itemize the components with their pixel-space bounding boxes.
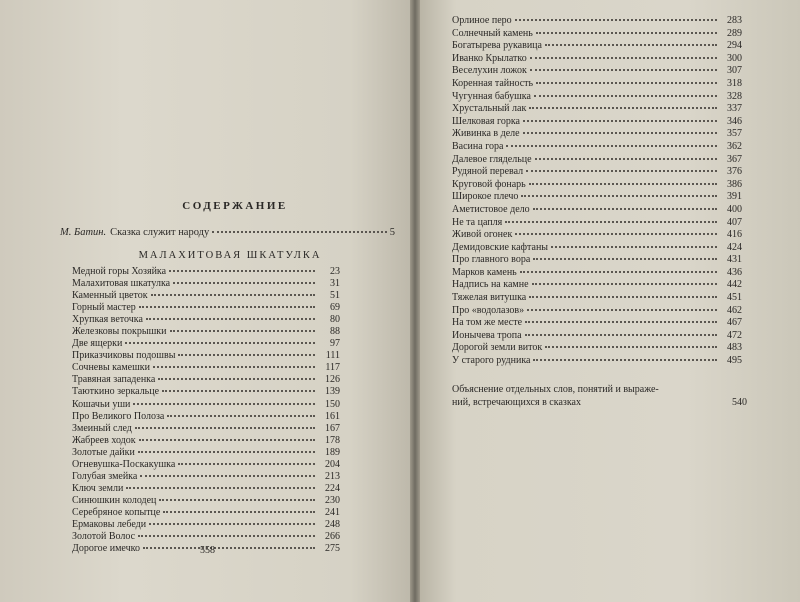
toc-entry-title: Голубая змейка	[72, 470, 138, 482]
toc-entry	[452, 15, 742, 28]
toc-entry	[452, 103, 742, 116]
dot-leader	[521, 194, 717, 197]
toc-entry-title: Золотой Волос	[72, 531, 136, 543]
toc-entry	[452, 116, 742, 129]
toc-entry-title: Марков камень	[452, 266, 517, 278]
contents-heading: СОДЕРЖАНИЕ	[182, 200, 288, 212]
toc-entry	[452, 279, 742, 292]
toc-entry-title: У старого рудника	[452, 355, 531, 367]
toc-entry-title: Широкое плечо	[452, 191, 519, 203]
toc-entry-page: 111	[325, 350, 340, 362]
dot-leader	[153, 365, 315, 368]
toc-entry-page: 424	[727, 241, 742, 253]
toc-entry-page: 318	[727, 77, 742, 89]
dot-leader	[533, 257, 717, 260]
toc-entry-page: 178	[325, 434, 340, 446]
dot-leader	[126, 486, 315, 489]
dot-leader	[138, 534, 315, 537]
toc-entry-title: Про Великого Полоза	[72, 410, 165, 422]
toc-entry-title: Живинка в деле	[452, 128, 520, 140]
toc-entry	[452, 179, 742, 192]
toc-entry-page: 31	[330, 278, 340, 290]
toc-entry	[452, 254, 742, 267]
toc-entry	[452, 28, 742, 41]
toc-entry-title: Коренная тайность	[452, 77, 534, 89]
dot-leader	[529, 295, 717, 298]
dot-leader	[173, 281, 315, 284]
toc-entry	[452, 128, 742, 141]
toc-entry-page: 386	[727, 178, 742, 190]
toc-entry	[72, 338, 340, 350]
toc-entry	[72, 266, 340, 278]
toc-entry-page: 224	[325, 482, 340, 494]
toc-entry	[452, 53, 742, 66]
toc-entry	[72, 386, 340, 398]
toc-entry-page: 189	[325, 446, 340, 458]
toc-entry-title: Надпись на камне	[452, 279, 529, 291]
glossary-title	[452, 383, 728, 409]
toc-entry	[452, 242, 742, 255]
dot-leader	[506, 144, 717, 147]
toc-entry-page: 204	[325, 458, 340, 470]
toc-entry	[452, 342, 742, 355]
toc-entry-title: Две ящерки	[72, 338, 123, 350]
toc-entry	[72, 326, 340, 338]
toc-entry	[72, 519, 340, 531]
toc-entry	[72, 435, 340, 447]
dot-leader	[530, 68, 717, 71]
toc-entry-page: 241	[325, 506, 340, 518]
intro-author: М. Батин.	[60, 227, 107, 238]
toc-entry	[452, 65, 742, 78]
toc-entry-title: Васина гора	[452, 140, 504, 152]
dot-leader	[178, 353, 315, 356]
dot-leader	[525, 333, 717, 336]
dot-leader	[523, 119, 717, 122]
dot-leader	[167, 414, 315, 417]
toc-entry	[72, 314, 340, 326]
toc-entry-title: Веселухин ложок	[452, 65, 527, 77]
toc-entry-page: 391	[727, 191, 742, 203]
toc-entry	[72, 483, 340, 495]
toc-entry-title: Серебряное копытце	[72, 506, 161, 518]
toc-entry-title: Синюшкин колодец	[72, 494, 157, 506]
toc-entry-page: 51	[330, 290, 340, 302]
toc-entry-title: Сочневы камешки	[72, 362, 150, 374]
toc-entry-title: Солнечный камень	[452, 27, 533, 39]
toc-entry-page: 436	[727, 266, 742, 278]
dot-leader	[529, 106, 717, 109]
toc-entry	[72, 447, 340, 459]
dot-leader	[135, 426, 315, 429]
dot-leader	[163, 510, 315, 513]
toc-entry-page: 283	[727, 15, 742, 26]
toc-entry-title: Дорогое имечко	[72, 543, 140, 555]
toc-entry-page: 266	[325, 531, 340, 543]
dot-leader	[140, 474, 315, 477]
toc-entry-page: 462	[727, 304, 742, 316]
toc-entry-page: 80	[330, 314, 340, 326]
toc-entry-page: 337	[727, 103, 742, 115]
toc-entry	[452, 91, 742, 104]
toc-entry-title: Про «водолазов»	[452, 304, 525, 316]
toc-entry-page: 289	[727, 27, 742, 39]
toc-entry	[72, 411, 340, 423]
toc-entry	[452, 191, 742, 204]
toc-list-left	[72, 266, 340, 555]
glossary-line-2: ний, встречающихся в сказках	[452, 397, 581, 408]
dot-leader	[159, 498, 315, 501]
toc-entry-title: Не та цапля	[452, 216, 503, 228]
toc-entry-title: Богатырева рукавица	[452, 40, 542, 52]
toc-entry-page: 294	[727, 40, 742, 52]
toc-entry	[72, 399, 340, 411]
toc-entry-page: 376	[727, 166, 742, 178]
dot-leader	[520, 270, 717, 273]
toc-entry	[452, 166, 742, 179]
toc-entry-title: Иванко Крылатко	[452, 52, 527, 64]
toc-entry	[72, 350, 340, 362]
toc-entry-page: 367	[727, 153, 742, 165]
toc-entry-title: Далевое глядельце	[452, 153, 532, 165]
toc-entry-page: 139	[325, 386, 340, 398]
toc-entry-title: Ключ земли	[72, 482, 124, 494]
toc-entry-page: 230	[325, 494, 340, 506]
toc-entry	[452, 355, 742, 368]
toc-entry	[452, 217, 742, 230]
dot-leader	[536, 31, 717, 34]
toc-entry-title: Аметистовое дело	[452, 203, 530, 215]
dot-leader	[536, 81, 717, 84]
dot-leader	[515, 232, 717, 235]
dot-leader	[133, 402, 315, 405]
dot-leader	[149, 522, 315, 525]
toc-entry-title: Кошачьи уши	[72, 398, 131, 410]
toc-entry-title: Живой огонек	[452, 229, 513, 241]
toc-entry-page: 300	[727, 52, 742, 64]
dot-leader	[151, 293, 315, 296]
dot-leader	[530, 56, 717, 59]
dot-leader	[212, 231, 386, 233]
toc-entry-title: Дорогой земли виток	[452, 342, 543, 354]
glossary-line-1: Объяснение отдельных слов, понятий и выраже-	[452, 384, 659, 395]
toc-entry	[72, 302, 340, 314]
dot-leader	[526, 169, 717, 172]
dot-leader	[505, 220, 717, 223]
toc-entry-page: 467	[727, 317, 742, 329]
toc-entry	[72, 459, 340, 471]
toc-entry-title: Тяжелая витушка	[452, 292, 527, 304]
toc-entry-title: Травяная западенка	[72, 374, 156, 386]
toc-entry	[72, 374, 340, 386]
dot-leader	[535, 157, 717, 160]
toc-list-right	[452, 15, 742, 368]
section-heading: МАЛАХИТОВАЯ ШКАТУЛКА	[138, 250, 322, 261]
toc-entry	[452, 141, 742, 154]
toc-entry-page: 346	[727, 115, 742, 127]
toc-entry-page: 167	[325, 422, 340, 434]
toc-entry-page: 483	[727, 342, 742, 354]
toc-entry-page: 248	[325, 518, 340, 530]
toc-entry	[452, 229, 742, 242]
toc-entry-page: 357	[727, 128, 742, 140]
toc-entry	[72, 278, 340, 290]
dot-leader	[169, 269, 315, 272]
dot-leader	[551, 245, 717, 248]
dot-leader	[138, 450, 315, 453]
toc-entry-page: 97	[330, 338, 340, 350]
dot-leader	[545, 43, 717, 46]
toc-entry-page: 472	[727, 329, 742, 341]
toc-entry-page: 150	[325, 398, 340, 410]
dot-leader	[146, 317, 315, 320]
book-gutter	[410, 0, 420, 602]
toc-entry-title: Железковы покрышки	[72, 326, 167, 338]
toc-entry-title: Малахитовая шкатулка	[72, 278, 171, 290]
dot-leader	[178, 462, 315, 465]
toc-entry-title: Таюткино зеркальце	[72, 386, 160, 398]
toc-entry-title: Хрустальный лак	[452, 103, 527, 115]
toc-entry-title: Ионычева тропа	[452, 329, 522, 341]
glossary-entry	[452, 383, 747, 409]
toc-entry	[72, 495, 340, 507]
dot-leader	[170, 329, 315, 332]
toc-entry-title: Каменный цветок	[72, 290, 148, 302]
toc-entry-title: Хрупкая веточка	[72, 314, 143, 326]
toc-entry-title: Про главного вора	[452, 254, 531, 266]
page-number: 558	[200, 545, 215, 556]
intro-page: 5	[389, 227, 395, 238]
toc-entry-title: Жабреев ходок	[72, 434, 136, 446]
toc-entry-page: 161	[325, 410, 340, 422]
intro-entry	[60, 227, 395, 238]
dot-leader	[162, 389, 315, 392]
toc-entry-page: 69	[330, 302, 340, 314]
toc-entry-title: Шелковая горка	[452, 115, 520, 127]
dot-leader	[532, 282, 717, 285]
toc-entry-page: 400	[727, 203, 742, 215]
dot-leader	[125, 341, 315, 344]
glossary-page: 540	[732, 397, 747, 408]
toc-entry	[452, 330, 742, 343]
toc-entry-title: Приказчиковы подошвы	[72, 350, 176, 362]
toc-entry	[452, 267, 742, 280]
toc-entry	[452, 292, 742, 305]
dot-leader	[527, 308, 717, 311]
toc-entry-page: 88	[330, 326, 340, 338]
toc-entry	[452, 204, 742, 217]
toc-entry-title: Орлиное перо	[452, 15, 512, 26]
dot-leader	[515, 18, 717, 21]
toc-entry	[452, 154, 742, 167]
toc-entry-title: Круговой фонарь	[452, 178, 526, 190]
dot-leader	[529, 182, 717, 185]
toc-entry-title: Рудяной перевал	[452, 166, 524, 178]
toc-entry-page: 275	[325, 543, 340, 555]
toc-entry-page: 213	[325, 470, 340, 482]
dot-leader	[533, 358, 717, 361]
toc-entry-title: Золотые дайки	[72, 446, 135, 458]
dot-leader	[139, 438, 315, 441]
toc-entry-page: 307	[727, 65, 742, 77]
dot-leader	[139, 305, 315, 308]
dot-leader	[545, 345, 717, 348]
intro-title: Сказка служит народу	[110, 227, 210, 238]
toc-entry-page: 407	[727, 216, 742, 228]
dot-leader	[525, 320, 717, 323]
toc-entry-title: Демидовские кафтаны	[452, 241, 549, 253]
toc-entry	[452, 40, 742, 53]
toc-entry	[72, 362, 340, 374]
toc-entry-title: Огневушка-Поскакушка	[72, 458, 176, 470]
dot-leader	[143, 546, 315, 549]
toc-entry-page: 23	[330, 266, 340, 277]
toc-entry-page: 416	[727, 229, 742, 241]
toc-entry-page: 495	[727, 355, 742, 367]
toc-entry-title: На том же месте	[452, 317, 523, 329]
toc-entry-title: Чугунная бабушка	[452, 90, 531, 102]
toc-entry-page: 362	[727, 140, 742, 152]
dot-leader	[523, 131, 717, 134]
toc-entry	[452, 317, 742, 330]
toc-entry	[72, 290, 340, 302]
toc-entry-title: Горный мастер	[72, 302, 136, 314]
dot-leader	[158, 377, 315, 380]
toc-entry	[452, 305, 742, 318]
toc-entry-page: 328	[727, 90, 742, 102]
toc-entry	[452, 78, 742, 91]
toc-entry-title: Медной горы Хозяйка	[72, 266, 167, 277]
toc-entry-title: Ермаковы лебеди	[72, 518, 147, 530]
toc-entry	[72, 531, 340, 543]
toc-entry-page: 431	[727, 254, 742, 266]
toc-entry	[72, 423, 340, 435]
toc-entry-page: 442	[727, 279, 742, 291]
dot-leader	[533, 207, 717, 210]
toc-entry-page: 117	[325, 362, 340, 374]
toc-entry-title: Змеиный след	[72, 422, 132, 434]
toc-entry-page: 126	[325, 374, 340, 386]
dot-leader	[534, 94, 717, 97]
toc-entry-page: 451	[727, 292, 742, 304]
toc-entry	[72, 471, 340, 483]
toc-entry	[72, 507, 340, 519]
